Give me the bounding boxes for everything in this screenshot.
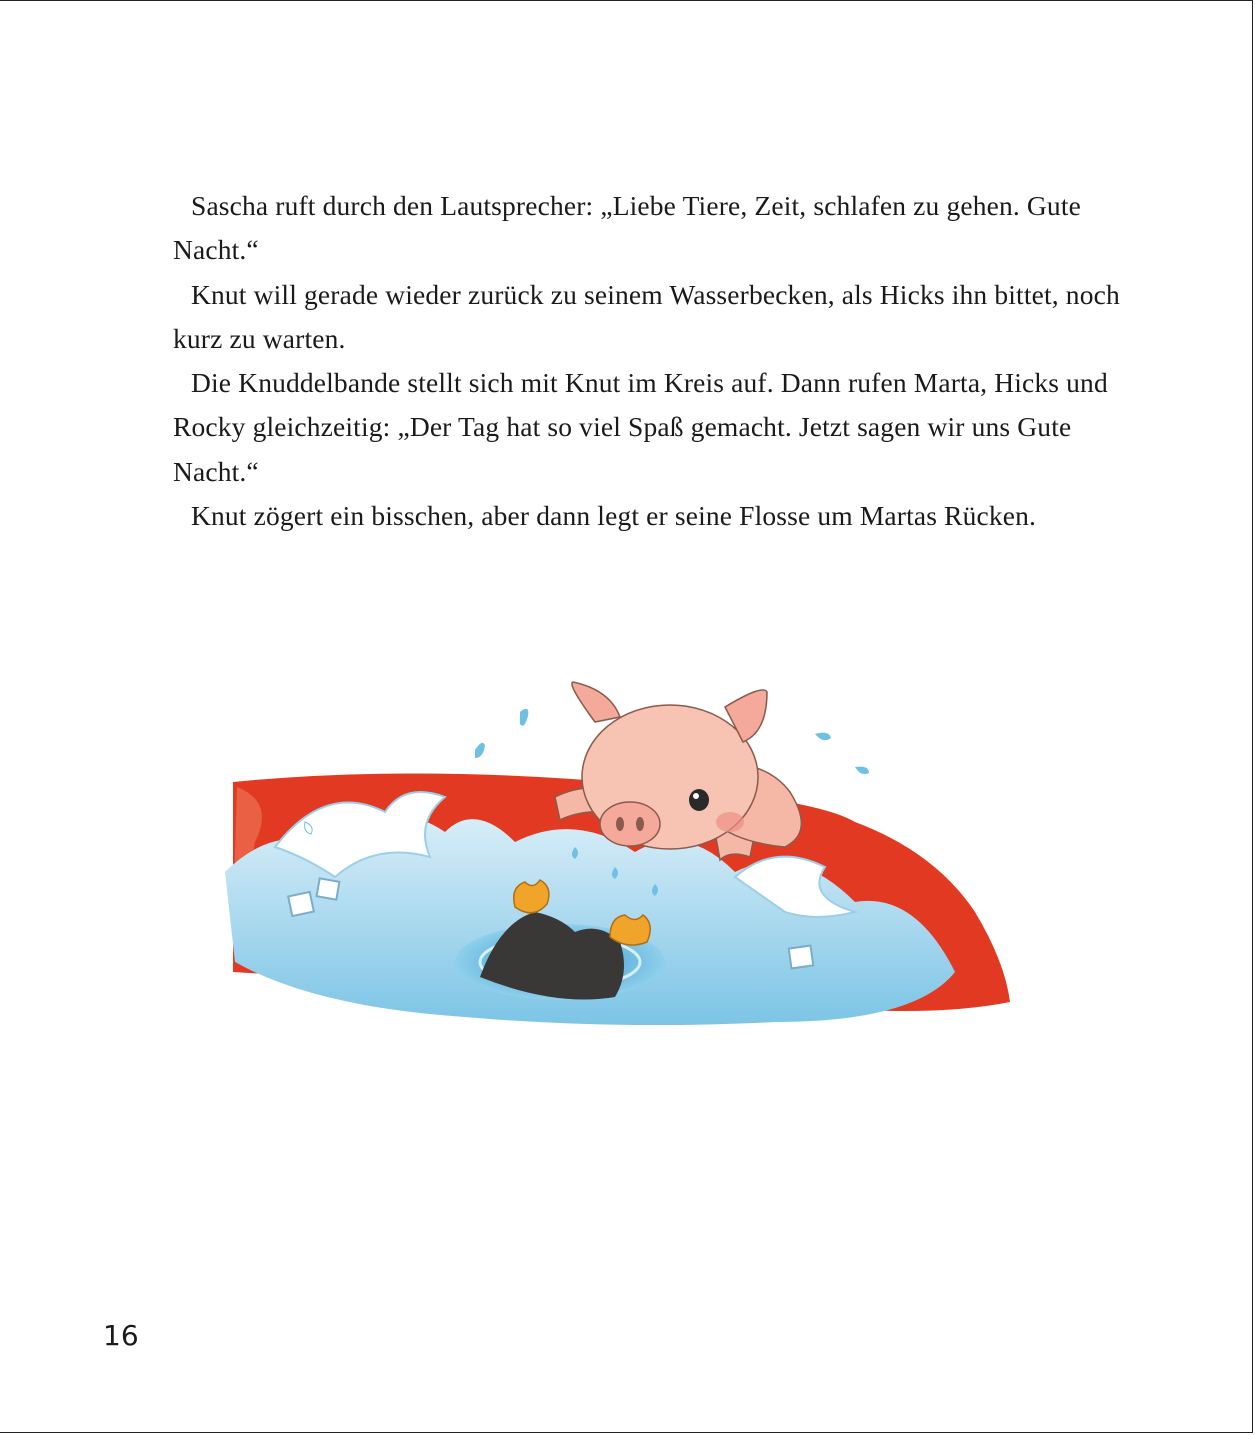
pig-cheek [716, 812, 744, 832]
story-text [173, 184, 1133, 538]
paragraph-4: Knut zögert ein bisschen, aber dann legt er seine Flosse um Martas Rücken. [191, 500, 1037, 532]
pig-snout [600, 802, 660, 846]
pig-nostril [616, 817, 624, 831]
page-number: 16 [103, 1319, 139, 1352]
pig-eye-highlight [693, 793, 699, 799]
water-drop [815, 733, 831, 741]
paragraph-3: Die Knuddelbande stellt sich mit Knut im Kreis auf. Dann rufen Marta, Hicks und Rocky gleichzeitig: „Der Tag hat so viel Spaß gemacht. Jetzt sagen wir uns Gute Nacht.“ [173, 367, 1108, 487]
pig-nostril [636, 817, 644, 831]
illustration-pig-and-penguin [215, 672, 1025, 1037]
water-drop [855, 767, 869, 775]
ice-cube [317, 878, 340, 899]
ice-cube [789, 946, 814, 969]
ice-cube [288, 892, 314, 916]
water-drop [475, 743, 485, 758]
paragraph-2: Knut will gerade wieder zurück zu seinem Wasserbecken, als Hicks ihn bittet, noch kurz zu warten. [173, 278, 1120, 354]
water-drop [520, 709, 528, 726]
penguin-foot-right [610, 915, 650, 945]
paragraph-1: Sascha ruft durch den Lautsprecher: „Liebe Tiere, Zeit, schlafen zu gehen. Gute Nacht.“ [173, 190, 1081, 266]
pig-ear-left [572, 682, 620, 722]
penguin-foot-left [514, 880, 549, 913]
pig-eye [689, 789, 709, 811]
